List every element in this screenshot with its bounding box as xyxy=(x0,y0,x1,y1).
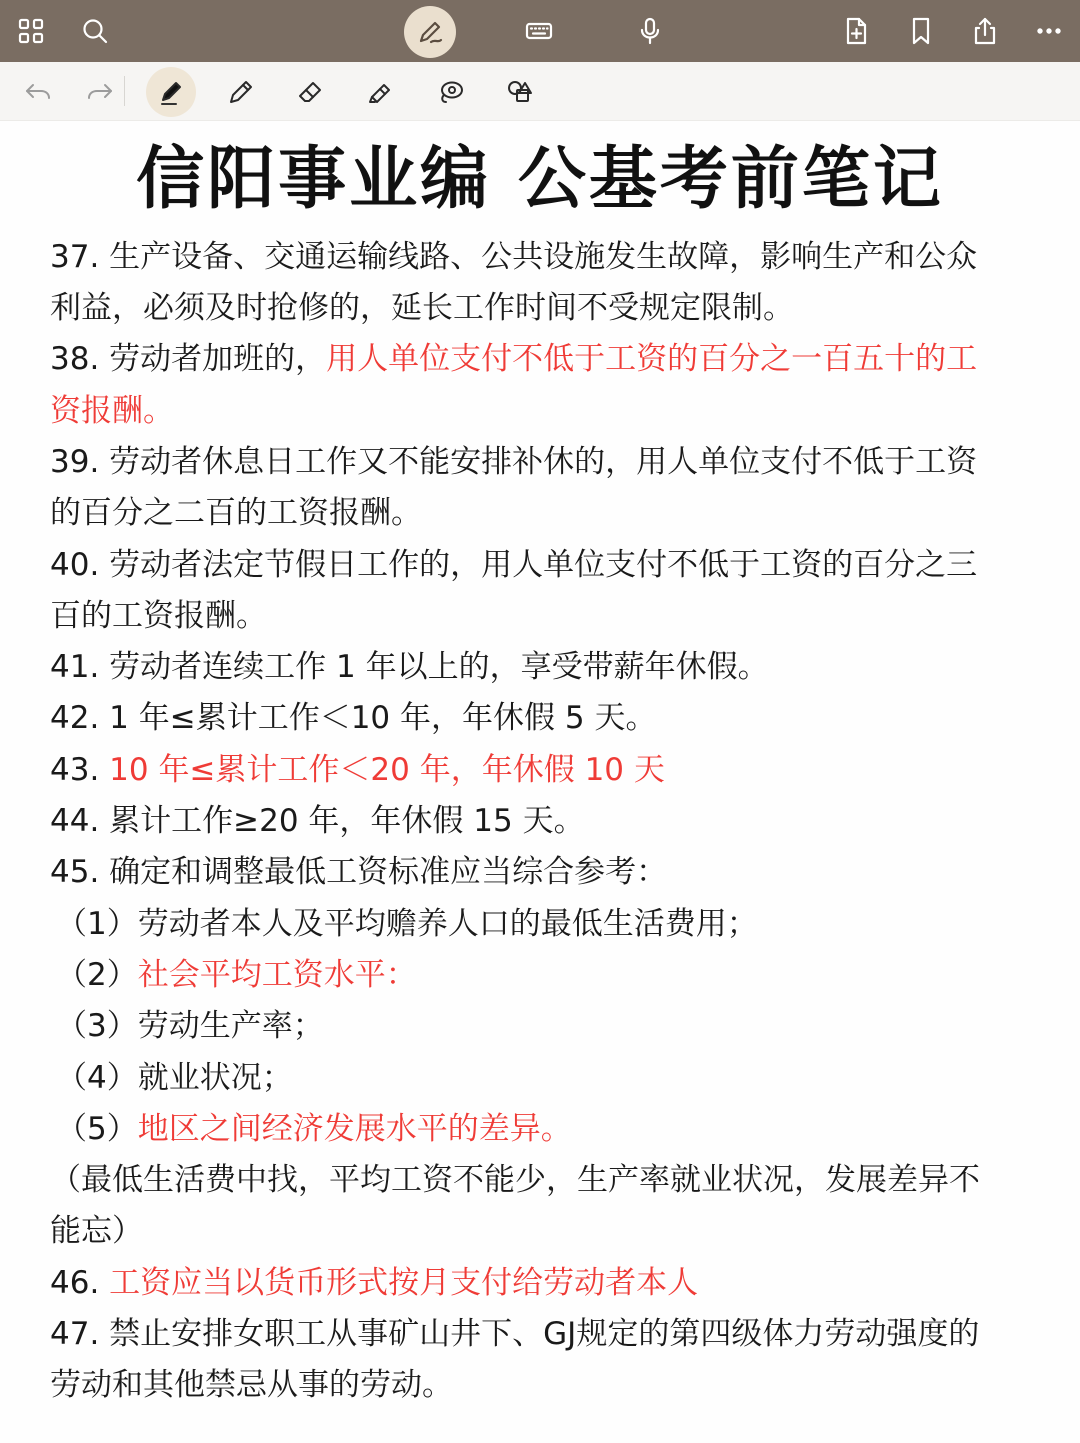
note-line xyxy=(50,488,1030,539)
line-text: 禁止安排女职工从事矿山井下、GJ规定的第四级体力劳动强度的 xyxy=(109,1316,980,1353)
line-text: 百的工资报酬。 xyxy=(50,597,267,634)
line-text: 1 年≤累计工作＜10 年，年休假 5 天。 xyxy=(109,700,657,737)
note-line xyxy=(50,386,1030,437)
note-line xyxy=(50,1001,1030,1052)
line-number: 40. xyxy=(50,546,110,583)
highlighted-text: 资报酬。 xyxy=(50,392,174,429)
highlighted-text: 用人单位支付不低于工资的百分之一百五十的工 xyxy=(326,341,978,378)
line-text: 劳动和其他禁忌从事的劳动。 xyxy=(50,1367,453,1404)
line-number: （5） xyxy=(56,1110,138,1147)
line-number: 41. xyxy=(50,649,110,686)
page-title: 信阳事业编 公基考前笔记 xyxy=(136,140,944,219)
note-line xyxy=(50,847,1030,898)
highlighted-text: 地区之间经济发展水平的差异。 xyxy=(137,1110,572,1147)
note-line xyxy=(50,1309,1030,1360)
shapes-icon[interactable] xyxy=(502,74,538,110)
line-text: 就业状况； xyxy=(137,1059,293,1096)
line-text: 劳动者法定节假日工作的，用人单位支付不低于工资的百分之三 xyxy=(109,546,978,583)
undo-icon[interactable] xyxy=(20,74,56,110)
ballpoint-pen-icon[interactable] xyxy=(153,74,189,110)
line-text: 累计工作≥20 年，年休假 15 天。 xyxy=(109,803,585,840)
microphone-icon[interactable] xyxy=(631,12,669,50)
line-text: 生产设备、交通运输线路、公共设施发生故障，影响生产和公众 xyxy=(109,238,978,275)
line-number: 44. xyxy=(50,803,110,840)
line-text: 劳动者连续工作 1 年以上的，享受带薪年休假。 xyxy=(109,649,769,686)
line-number: （2） xyxy=(56,956,138,993)
redo-icon[interactable] xyxy=(82,74,118,110)
note-line xyxy=(50,745,1030,796)
line-text: 劳动生产率； xyxy=(137,1008,324,1045)
highlighted-text: 社会平均工资水平： xyxy=(137,956,417,993)
note-line xyxy=(50,1258,1030,1309)
line-number: 47. xyxy=(50,1316,110,1353)
line-number: （3） xyxy=(56,1008,138,1045)
line-number: 46. xyxy=(50,1264,110,1301)
line-text: （最低生活费中找，平均工资不能少，生产率就业状况，发展差异不 xyxy=(50,1162,980,1199)
note-line xyxy=(50,1360,1030,1411)
line-text: 劳动者休息日工作又不能安排补休的，用人单位支付不低于工资 xyxy=(109,443,978,480)
line-text: 确定和调整最低工资标准应当综合参考： xyxy=(109,854,668,891)
grid-icon[interactable] xyxy=(12,12,50,50)
highlighted-text: 10 年≤累计工作＜20 年，年休假 10 天 xyxy=(109,751,665,788)
note-line xyxy=(50,591,1030,642)
drawing-toolbar xyxy=(0,62,1080,121)
line-number: （1） xyxy=(56,905,138,942)
line-number: 38. xyxy=(50,341,110,378)
line-number: （4） xyxy=(56,1059,138,1096)
note-line xyxy=(50,1206,1030,1257)
note-line xyxy=(50,232,1030,283)
line-number: 39. xyxy=(50,443,110,480)
highlighted-text: 工资应当以货币形式按月支付给劳动者本人 xyxy=(109,1264,699,1301)
share-icon[interactable] xyxy=(966,12,1004,50)
note-line xyxy=(50,1104,1030,1155)
note-line xyxy=(50,642,1030,693)
line-number: 43. xyxy=(50,751,110,788)
note-line xyxy=(50,437,1030,488)
keyboard-icon[interactable] xyxy=(520,12,558,50)
note-line xyxy=(50,1053,1030,1104)
bookmark-icon[interactable] xyxy=(902,12,940,50)
eraser-icon[interactable] xyxy=(293,74,329,110)
note-page xyxy=(0,140,1080,1412)
note-line xyxy=(50,334,1030,385)
line-text: 的百分之二百的工资报酬。 xyxy=(50,495,422,532)
more-icon[interactable] xyxy=(1030,12,1068,50)
line-number: 45. xyxy=(50,854,110,891)
line-text: 能忘） xyxy=(50,1213,143,1250)
add-page-icon[interactable] xyxy=(837,12,875,50)
pen-mode-icon[interactable] xyxy=(404,6,456,58)
line-number: 37. xyxy=(50,238,110,275)
pencil-icon[interactable] xyxy=(223,74,259,110)
lasso-icon[interactable] xyxy=(433,74,469,110)
note-line xyxy=(50,950,1030,1001)
line-text: 劳动者本人及平均赡养人口的最低生活费用； xyxy=(137,905,758,942)
note-line xyxy=(50,899,1030,950)
note-line xyxy=(50,540,1030,591)
line-text: 劳动者加班的， xyxy=(109,341,327,378)
app-top-bar xyxy=(0,0,1080,62)
search-icon[interactable] xyxy=(76,12,114,50)
note-line xyxy=(50,283,1030,334)
note-body xyxy=(50,232,1030,1412)
line-number: 42. xyxy=(50,700,110,737)
toolbar-divider xyxy=(124,76,125,106)
note-line xyxy=(50,1155,1030,1206)
line-text: 利益，必须及时抢修的，延长工作时间不受规定限制。 xyxy=(50,290,794,327)
note-line xyxy=(50,796,1030,847)
note-line xyxy=(50,693,1030,744)
highlighter-icon[interactable] xyxy=(363,74,399,110)
